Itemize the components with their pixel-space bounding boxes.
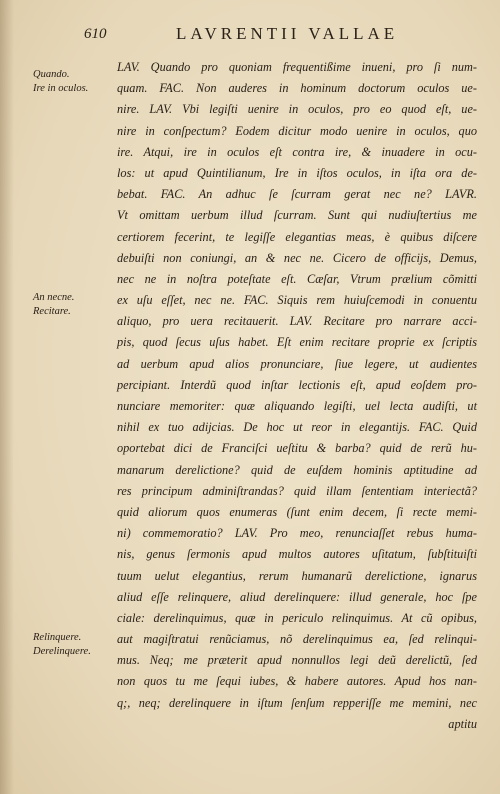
text-line: nire. LAV. Vbi legiſti uenire in oculos, pro eo quod eſt, ue- <box>117 102 477 117</box>
text-line: aliquo, pro uera recitauerit. LAV. Recitare pro narrare acci- <box>117 314 477 329</box>
gutter-shadow <box>0 0 14 794</box>
text-line: nis, genus ſermonis apud multos autores uſitatum, ſubſtituiſti <box>117 547 477 562</box>
page-number: 610 <box>84 26 107 42</box>
text-line: certiorem fecerint, te legiſſe elegantias meas, è quibus diſcere <box>117 229 477 244</box>
text-line: debuiſti non coniungi, an & nec ne. Cicero de officijs, Demus, <box>117 250 477 265</box>
text-line: quid aliorum quos enumeras (ſunt enim decem, ſi recte memi- <box>117 504 477 519</box>
running-head: LAVRENTII VALLAE <box>176 24 399 43</box>
text-line: mus. Neq; me præterit apud nonnullos legi deũ derelictũ, ſed <box>117 653 477 668</box>
text-line: oportebat dici de Franciſci ueſtitu & barba? quid de rerũ hu- <box>117 441 477 456</box>
text-line: LAV. Quando pro quoniam frequentißime inueni, pro ſi num- <box>117 60 477 74</box>
margin-note-an-necne <box>33 291 74 319</box>
text-line: tuum uelut elegantius, rerum humanarũ derelictione, ignarus <box>117 568 477 583</box>
text-line: ad uerbum apud alios pronunciare, ſiue legere, ut audientes <box>117 356 477 371</box>
text-line: nire in conſpectum? Eodem dicitur modo uenire in oculos, quo <box>117 123 477 138</box>
text-line: manarum derelictione? quid de euſdem hominis aptitudine ad <box>117 462 477 477</box>
margin-note-line: Ire in oculos. <box>33 83 89 94</box>
text-line: ni) commemoratio? LAV. Pro meo, renunciaſſet rebus huma- <box>117 526 477 541</box>
text-line: nihil ex tuo adijcias. De hoc ut reor in elegantijs. FAC. Quid <box>117 420 477 435</box>
margin-note-line: Derelinquere. <box>33 646 91 657</box>
text-line: ciale: derelinquimus, quæ in periculo relinquimus. At cũ opibus, <box>117 610 477 625</box>
text-line: nec ne in noſtra poteſtate eſt. Cæſar, Vtrum prælium cõmitti <box>117 271 477 286</box>
text-line: quam. FAC. Non auderes in hominum doctorum oculos ue- <box>117 81 477 96</box>
text-line: aut magiſtratui renũciamus, nõ derelinquimus ea, ſed relinqui- <box>117 632 477 647</box>
text-line: q;, neq; derelinquere in iſtum ſenſum repperiſſe me memini, nec <box>117 695 477 710</box>
text-line: percipiant. Interdũ quod inſtar lectionis eſt, apud eoſdem pro- <box>117 377 477 392</box>
margin-note-line: Relinquere. <box>33 632 82 643</box>
text-line: Vt omittam uerbum illud ſcurram. Sunt qui nudiuſtertius me <box>117 208 477 223</box>
catchword: aptitu <box>448 716 477 731</box>
margin-note-line: Quando. <box>33 69 70 80</box>
text-line: ex uſu eſſet, nec ne. FAC. Siquis rem huiuſcemodi in conuentu <box>117 293 477 308</box>
text-line: aliud eſſe relinquere, aliud derelinquere: illud generale, hoc ſpe <box>117 589 477 604</box>
text-line: nunciare memoriter: quæ aliquando legiſti, uel lecta audiſti, ut <box>117 399 477 413</box>
margin-note-line: Recitare. <box>33 306 71 317</box>
text-line: non quos tu me ſequi iubes, & habere autores. Apud hos nan- <box>117 674 477 689</box>
text-line: res principum adminiſtrandas? quid illam ſententiam interiectã? <box>117 483 477 498</box>
margin-note-line: An necne. <box>33 292 75 303</box>
text-line: bebat. FAC. An adhuc ſe ſcurram gerat nec ne? LAVR. <box>117 187 477 202</box>
page-header <box>84 22 444 46</box>
text-line: pis, quod ſecus uſus habet. Eſt enim recitare proprie ex ſcriptis <box>117 335 477 350</box>
margin-note-quando <box>33 68 88 96</box>
body-text <box>117 57 477 735</box>
text-line: ire. Atqui, ire in oculos eſt contra ire, & inuadere in ocu- <box>117 144 477 159</box>
text-line: los: ut apud Quintilianum, Ire in iſtos oculos, in iſta ora de- <box>117 165 477 180</box>
margin-note-relinquere <box>33 631 91 659</box>
